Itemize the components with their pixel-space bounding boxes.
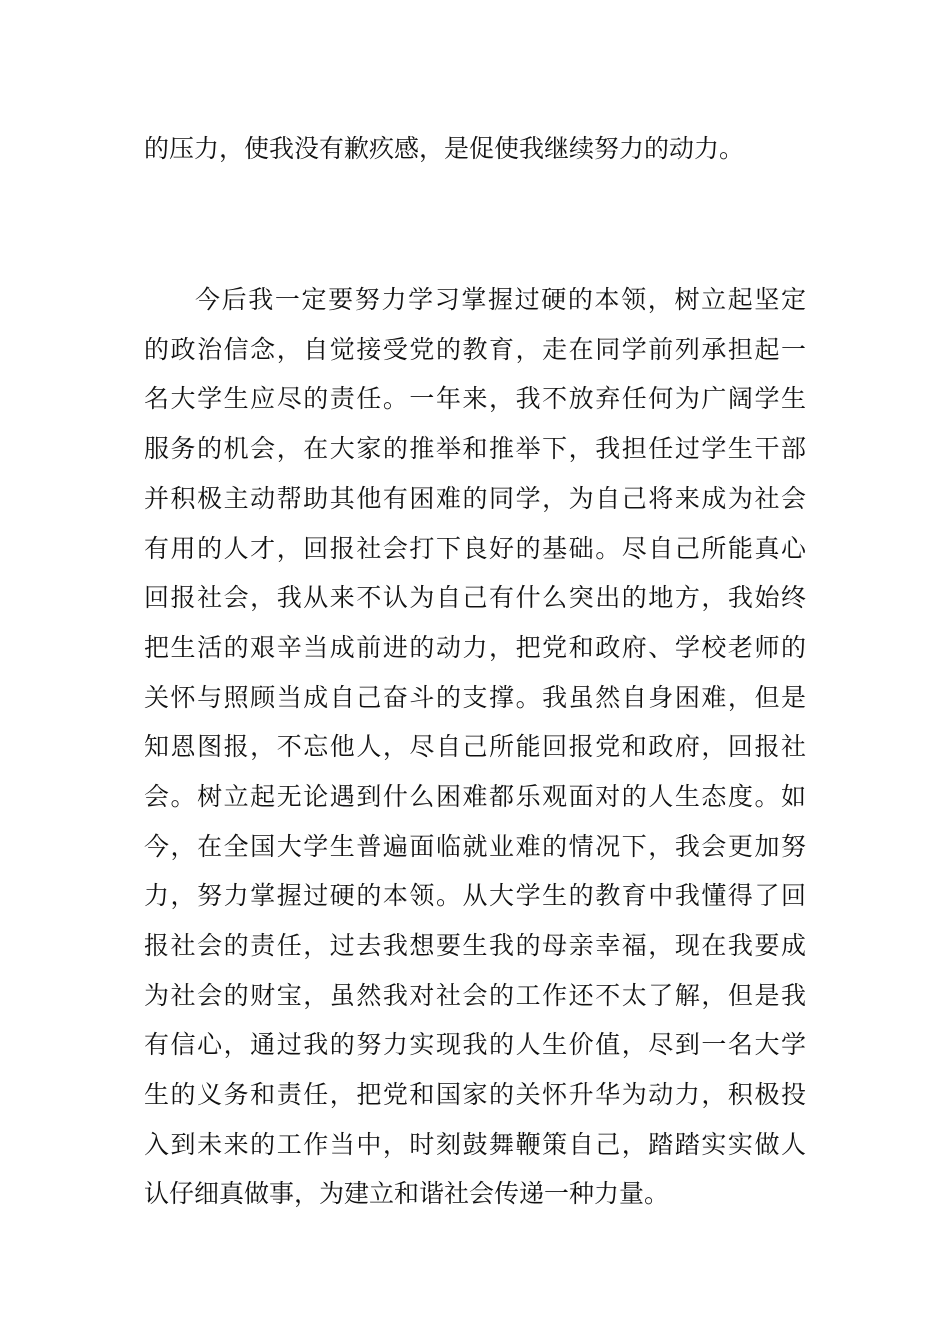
paragraph-2-line-2: 的政治信念，自觉接受党的教育，走在同学前列承担起一	[144, 335, 806, 364]
paragraph-2-line-16: 有信心，通过我的努力实现我的人生价值，尽到一名大学	[144, 1030, 806, 1059]
paragraph-2-line-18: 入到未来的工作当中，时刻鼓舞鞭策自己，踏踏实实做人	[144, 1130, 806, 1159]
paragraph-2-line-8: 把生活的艰辛当成前进的动力，把党和政府、学校老师的	[144, 633, 806, 662]
paragraph-2-line-10: 知恩图报，不忘他人，尽自己所能回报党和政府，回报社	[144, 732, 806, 761]
paragraph-2-line-17: 生的义务和责任，把党和国家的关怀升华为动力，积极投	[144, 1080, 806, 1109]
paragraph-2-line-13: 力，努力掌握过硬的本领。从大学生的教育中我懂得了回	[144, 881, 806, 910]
paragraph-2-line-12: 今，在全国大学生普遍面临就业难的情况下，我会更加努	[144, 832, 806, 861]
paragraph-2-line-11: 会。树立起无论遇到什么困难都乐观面对的人生态度。如	[144, 782, 806, 811]
paragraph-2-line-7: 回报社会，我从来不认为自己有什么突出的地方，我始终	[144, 583, 806, 612]
paragraph-2-line-15: 为社会的财宝，虽然我对社会的工作还不太了解，但是我	[144, 981, 806, 1010]
paragraph-2-line-6: 有用的人才，回报社会打下良好的基础。尽自己所能真心	[144, 534, 806, 563]
paragraph-2-line-4: 服务的机会，在大家的推举和推举下，我担任过学生干部	[144, 434, 806, 463]
paragraph-2-line-19: 认仔细真做事，为建立和谐社会传递一种力量。	[144, 1179, 670, 1208]
paragraph-2-line-9: 关怀与照顾当成自己奋斗的支撑。我虽然自身困难，但是	[144, 683, 806, 712]
paragraph-2-line-1: 今后我一定要努力学习掌握过硬的本领，树立起坚定	[195, 285, 806, 314]
paragraph-2-line-5: 并积极主动帮助其他有困难的同学，为自己将来成为社会	[144, 484, 806, 513]
paragraph-2-line-14: 报社会的责任，过去我想要生我的母亲幸福，现在我要成	[144, 931, 806, 960]
paragraph-1-line-1: 的压力，使我没有歉疚感，是促使我继续努力的动力。	[144, 134, 745, 163]
paragraph-2-line-3: 名大学生应尽的责任。一年来，我不放弃任何为广阔学生	[144, 384, 806, 413]
